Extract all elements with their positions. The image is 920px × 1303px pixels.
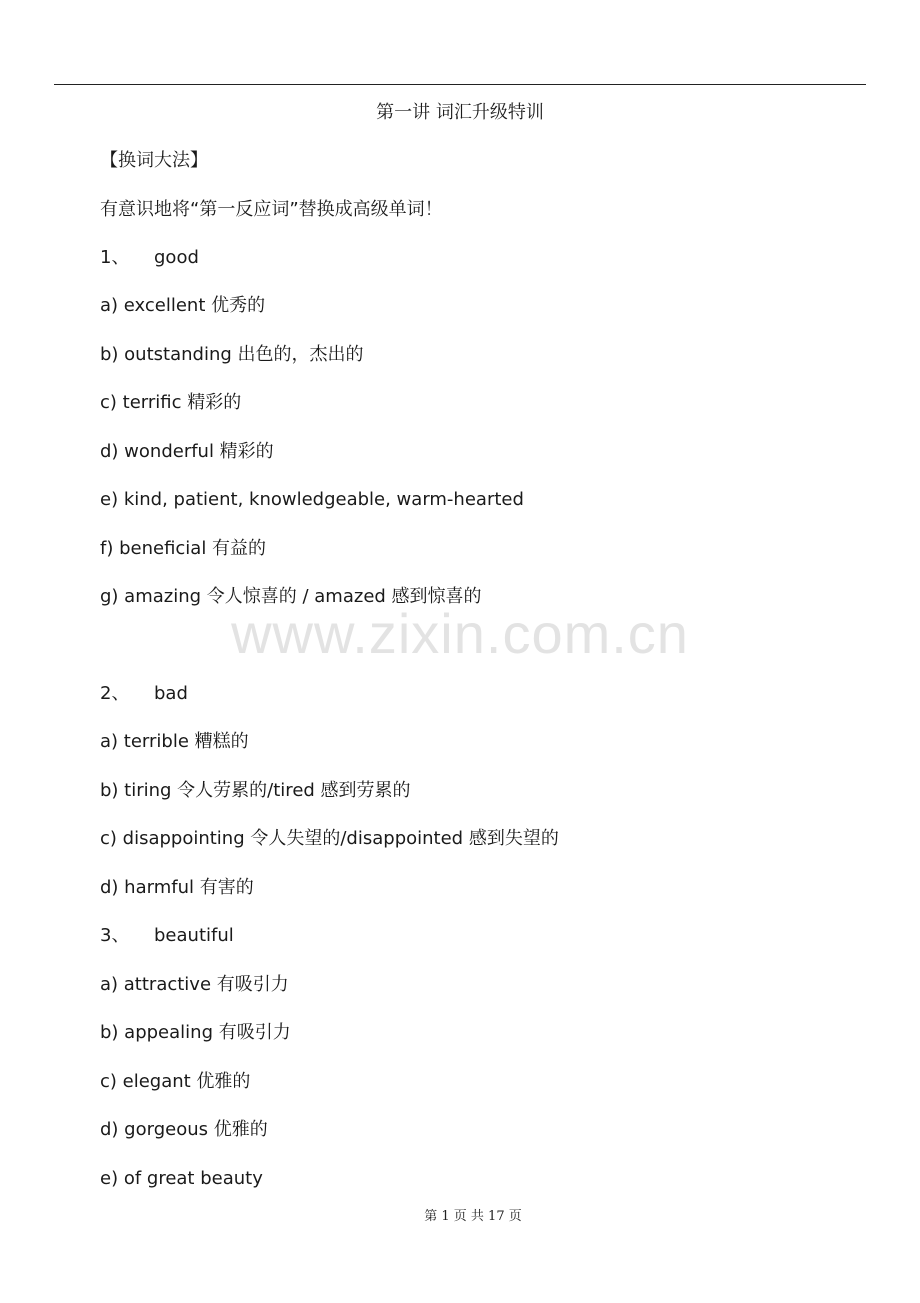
group-number: 1、 [100,247,130,268]
intro-text: 有意识地将“第一反应词”替换成高级单词！ [100,199,443,220]
list-item: d) wonderful 精彩的 [100,441,274,462]
section-heading: 【换词大法】 [100,150,208,171]
list-item: e) kind, patient, knowledgeable, warm-hearted [100,489,524,510]
page-footer: 第 1 页 共 17 页 [424,1209,522,1224]
list-item: c) elegant 优雅的 [100,1071,251,1092]
list-item: b) appealing 有吸引力 [100,1022,291,1043]
list-item: e) of great beauty [100,1168,263,1189]
group-word: bad [154,683,188,704]
list-item: a) attractive 有吸引力 [100,974,289,995]
list-item: a) excellent 优秀的 [100,295,266,316]
page-title: 第一讲 词汇升级特训 [376,102,544,123]
watermark: www.zixin.com.cn [231,602,689,665]
list-item: f) beneficial 有益的 [100,538,267,559]
header-rule [54,84,866,85]
list-item: d) harmful 有害的 [100,877,254,898]
group-heading-good [100,246,199,270]
group-word: good [154,247,199,268]
list-item: c) terrific 精彩的 [100,392,242,413]
group-number: 3、 [100,925,130,946]
list-item: b) tiring 令人劳累的/tired 感到劳累的 [100,780,411,801]
list-item: a) terrible 糟糕的 [100,731,249,752]
group-heading-bad [100,682,188,706]
group-word: beautiful [154,925,234,946]
group-number: 2、 [100,683,130,704]
list-item: b) outstanding 出色的，杰出的 [100,344,364,365]
group-heading-beautiful [100,924,234,948]
list-item: c) disappointing 令人失望的/disappointed 感到失望的 [100,828,559,849]
list-item: g) amazing 令人惊喜的 / amazed 感到惊喜的 [100,586,482,607]
list-item: d) gorgeous 优雅的 [100,1119,268,1140]
